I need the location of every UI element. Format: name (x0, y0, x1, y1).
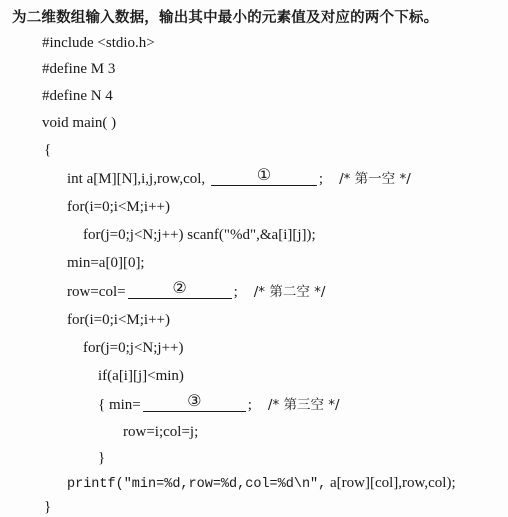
code-line-for-j-2: for(j=0;j<N;j++) (83, 340, 184, 356)
code-line-if: if(a[i][j]<min) (98, 368, 184, 384)
code-line-declaration (67, 165, 411, 189)
blank-3 (143, 391, 246, 412)
comment-blank-2: /* 第二空 */ (253, 284, 326, 300)
code-line-for-i-1: for(i=0;i<M;i++) (67, 199, 170, 215)
declaration-text: int a[M][N],i,j,row,col, (67, 171, 206, 187)
blank-2-number: ② (172, 278, 187, 297)
code-line-inner-close-brace: } (98, 450, 106, 466)
code-line-for-i-2: for(i=0;i<M;i++) (67, 312, 170, 328)
blank-1-number: ① (256, 165, 272, 184)
printf-format-text: printf("min=%d,row=%d,col=%d\n", (67, 477, 327, 492)
question-title: 为二维数组输入数据，输出其中最小的元素值及对应的两个下标。 (12, 10, 439, 26)
code-line-printf (67, 473, 456, 495)
comment-blank-3: /* 第三空 */ (267, 397, 340, 413)
min-assign-text: { min= (98, 397, 141, 413)
code-line-include: #include <stdio.h> (42, 35, 155, 51)
code-line-min-init: min=a[0][0]; (67, 255, 145, 271)
printf-args-text: a[row][col],row,col); (326, 475, 456, 491)
blank-1 (211, 165, 317, 186)
declaration-semicolon: ; (318, 171, 324, 187)
row-col-semicolon: ; (233, 284, 238, 300)
comment-blank-1: /* 第一空 */ (339, 171, 411, 187)
code-line-row-col-init (67, 278, 326, 302)
min-assign-semicolon: ; (247, 397, 252, 413)
code-line-row-col-assign: row=i;col=j; (123, 424, 199, 440)
code-line-close-brace: } (44, 499, 52, 515)
code-line-for-j-scanf: for(j=0;j<N;j++) scanf("%d",&a[i][j]); (83, 227, 316, 243)
code-line-define-m: #define M 3 (42, 61, 116, 77)
code-line-min-assign (98, 391, 340, 415)
code-line-main: void main( ) (42, 115, 117, 131)
code-line-define-n: #define N 4 (42, 88, 113, 104)
blank-3-number: ③ (187, 391, 202, 410)
row-col-text: row=col= (67, 284, 126, 300)
code-line-open-brace: { (44, 142, 52, 158)
blank-2 (128, 278, 232, 299)
